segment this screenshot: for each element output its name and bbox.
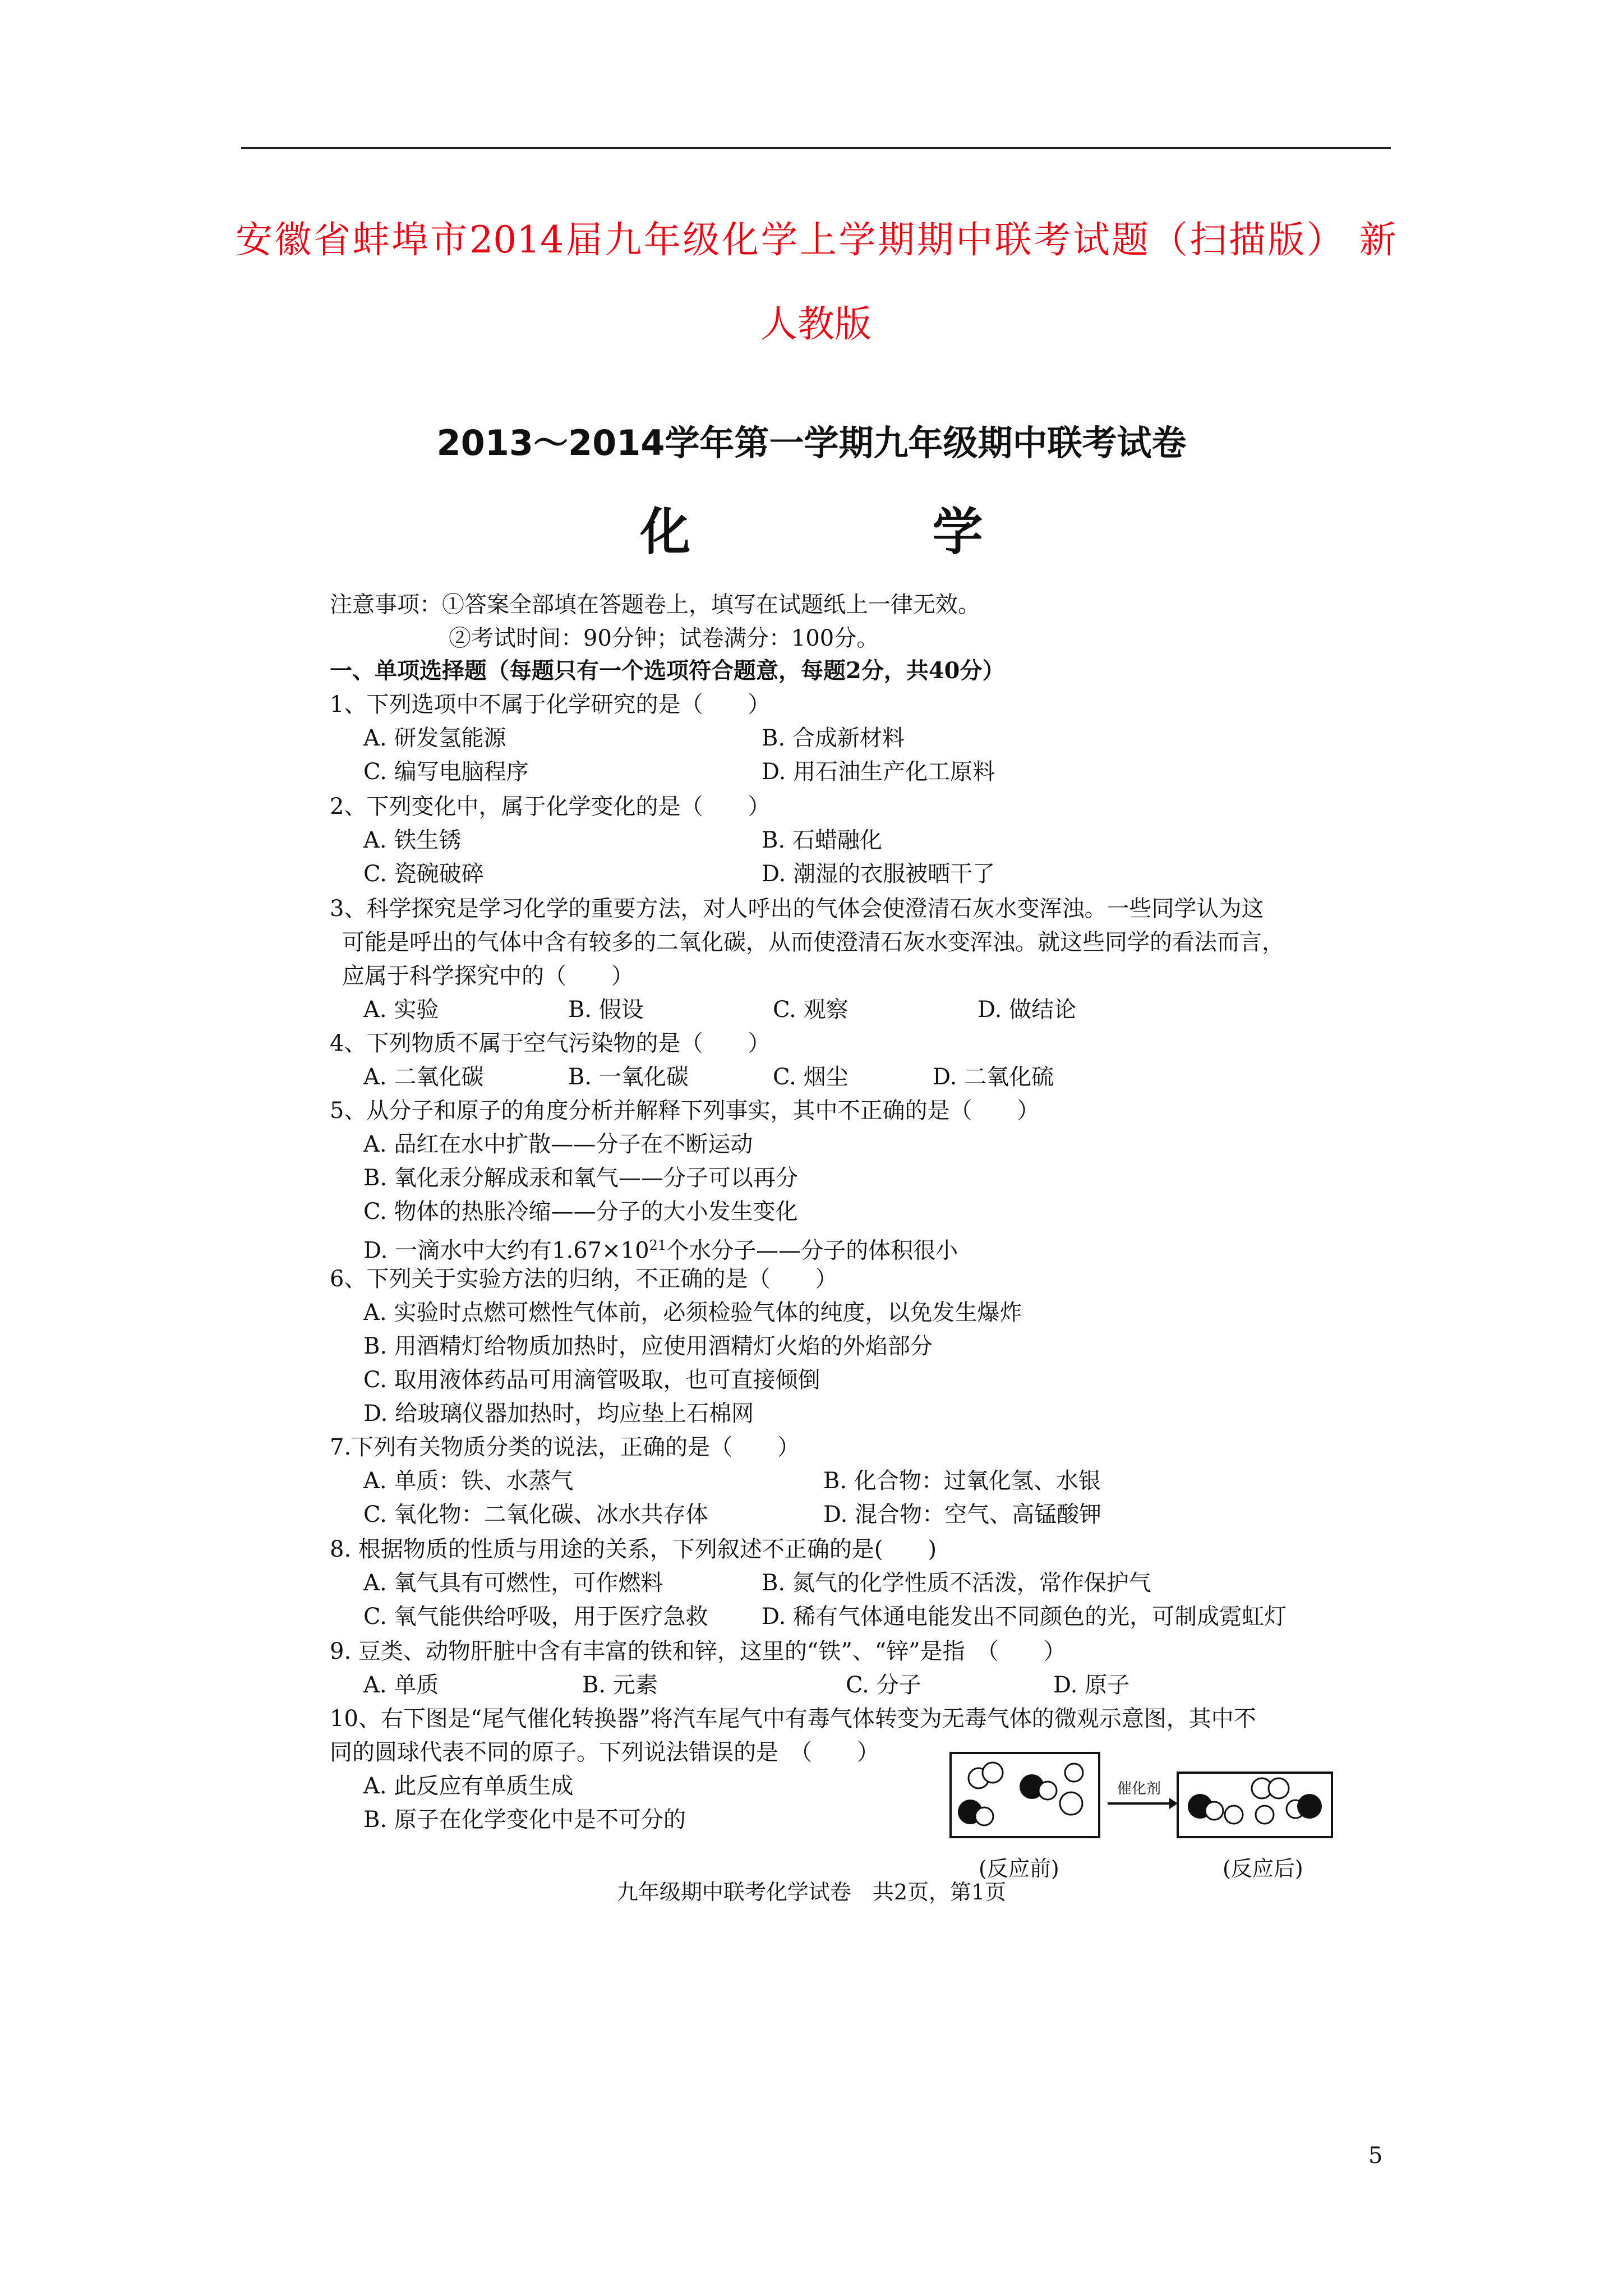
reaction-diagram	[948, 1750, 1340, 1885]
question-10-stem-line1: 10、右下图是“尾气催化转换器”将汽车尾气中有毒气体转变为无毒气体的微观示意图，其中不	[330, 1706, 1256, 1732]
exam-title: 2013～2014学年第一学期九年级期中联考试卷	[436, 422, 1187, 463]
document-title-line2: 人教版	[760, 302, 872, 346]
exam-page-footer: 九年级期中联考化学试卷 共2页，第1页	[616, 1880, 1007, 1904]
after-label: (反应后)	[1223, 1856, 1303, 1881]
notes-line2: ②考试时间：90分钟；试卷满分：100分。	[449, 625, 879, 651]
question-9-option-a: A. 单质	[363, 1672, 439, 1698]
question-10-option-a: A. 此反应有单质生成	[363, 1773, 574, 1799]
document-title-line1: 安徽省蚌埠市2014届九年级化学上学期期中联考试题（扫描版） 新	[236, 218, 1396, 261]
question-4-option-a: A. 二氧化碳	[363, 1064, 484, 1090]
question-5-option-d-tail: 个水分子——分子的体积很小	[666, 1237, 958, 1264]
reactant-molecules	[958, 1763, 1083, 1825]
question-5-option-d-text: D. 一滴水中大约有1.67×10	[363, 1237, 649, 1264]
question-6-option-c: C. 取用液体药品可用滴管吸取，也可直接倾倒	[363, 1367, 820, 1393]
before-label: (反应前)	[979, 1856, 1059, 1881]
question-5-option-d	[363, 1230, 958, 1266]
question-4-option-c: C. 烟尘	[773, 1064, 849, 1090]
question-3-option-d: D. 做结论	[978, 997, 1077, 1023]
question-5-option-a: A. 品红在水中扩散——分子在不断运动	[363, 1131, 753, 1157]
question-6-stem: 6、下列关于实验方法的归纳，不正确的是（ ）	[330, 1266, 838, 1292]
question-4-option-b: B. 一氧化碳	[568, 1064, 689, 1090]
question-1-option-a: A. 研发氢能源	[363, 725, 506, 751]
question-2-option-d: D. 潮湿的衣服被晒干了	[762, 861, 995, 887]
question-8-option-a: A. 氧气具有可燃性，可作燃料	[363, 1570, 663, 1596]
question-9-option-c: C. 分子	[846, 1672, 921, 1698]
question-9-option-b: B. 元素	[582, 1672, 658, 1698]
question-10-stem-line2: 同的圆球代表不同的原子。下列说法错误的是 （ ）	[330, 1740, 879, 1765]
question-2-option-b: B. 石蜡融化	[762, 827, 882, 853]
question-2-option-a: A. 铁生锈	[363, 827, 462, 853]
page-number: 5	[1368, 2143, 1383, 2169]
notes-line1: 注意事项：①答案全部填在答题卷上，填写在试题纸上一律无效。	[330, 592, 980, 618]
question-9-option-d: D. 原子	[1053, 1672, 1130, 1698]
question-1-option-b: B. 合成新材料	[762, 725, 905, 751]
subject-title: 化 学	[640, 503, 1095, 562]
question-5-option-b: B. 氧化汞分解成汞和氧气——分子可以再分	[363, 1165, 798, 1191]
question-2-option-c: C. 瓷碗破碎	[363, 861, 484, 887]
question-3-stem-line3: 应属于科学探究中的（ ）	[342, 963, 634, 989]
question-6-option-a: A. 实验时点燃可燃性气体前，必须检验气体的纯度，以免发生爆炸	[363, 1300, 1022, 1326]
question-1-option-c: C. 编写电脑程序	[363, 759, 529, 785]
question-7-option-a: A. 单质：铁、水蒸气	[363, 1468, 574, 1494]
question-7-stem: 7.下列有关物质分类的说法，正确的是（ ）	[330, 1434, 800, 1460]
question-6-option-d: D. 给玻璃仪器加热时，均应垫上石棉网	[363, 1401, 754, 1427]
question-5-option-c: C. 物体的热胀冷缩——分子的大小发生变化	[363, 1199, 798, 1225]
question-3-option-c: C. 观察	[773, 997, 849, 1023]
arrowhead-icon	[1169, 1798, 1178, 1809]
question-4-stem: 4、下列物质不属于空气污染物的是（ ）	[330, 1030, 771, 1056]
section-heading: 一、单项选择题（每题只有一个选项符合题意，每题2分，共40分）	[330, 657, 1005, 684]
question-8-stem: 8. 根据物质的性质与用途的关系，下列叙述不正确的是( )	[330, 1536, 937, 1562]
question-1-option-d: D. 用石油生产化工原料	[762, 759, 995, 785]
question-4-option-d: D. 二氧化硫	[933, 1064, 1054, 1090]
question-8-option-b: B. 氮气的化学性质不活泼，常作保护气	[762, 1570, 1151, 1596]
header-rule	[241, 147, 1391, 149]
question-3-stem-line2: 可能是呼出的气体中含有较多的二氧化碳，从而使澄清石灰水变浑浊。就这些同学的看法而言，	[342, 930, 1284, 955]
question-5-exponent: 21	[649, 1237, 667, 1253]
product-molecules	[1188, 1778, 1322, 1824]
question-7-option-d: D. 混合物：空气、高锰酸钾	[823, 1502, 1102, 1527]
question-3-stem-line1: 3、科学探究是学习化学的重要方法，对人呼出的气体会使澄清石灰水变浑浊。一些同学认为这	[330, 896, 1264, 922]
question-5-stem: 5、从分子和原子的角度分析并解释下列事实，其中不正确的是（ ）	[330, 1098, 1040, 1124]
question-8-option-d: D. 稀有气体通电能发出不同颜色的光，可制成霓虹灯	[762, 1604, 1287, 1630]
question-7-option-c: C. 氧化物：二氧化碳、冰水共存体	[363, 1502, 708, 1527]
question-8-option-c: C. 氧气能供给呼吸，用于医疗急救	[363, 1604, 708, 1630]
question-2-stem: 2、下列变化中，属于化学变化的是（ ）	[330, 794, 771, 820]
catalyst-label: 催化剂	[1117, 1780, 1161, 1797]
question-7-option-b: B. 化合物：过氧化氢、水银	[823, 1468, 1101, 1494]
question-6-option-b: B. 用酒精灯给物质加热时，应使用酒精灯火焰的外焰部分	[363, 1333, 933, 1359]
question-9-stem: 9. 豆类、动物肝脏中含有丰富的铁和锌，这里的“铁”、“锌”是指 （ ）	[330, 1639, 1066, 1664]
question-3-option-b: B. 假设	[568, 997, 644, 1023]
question-1-stem: 1、下列选项中不属于化学研究的是（ ）	[330, 692, 771, 717]
question-10-option-b: B. 原子在化学变化中是不可分的	[363, 1807, 686, 1833]
question-3-option-a: A. 实验	[363, 997, 439, 1023]
